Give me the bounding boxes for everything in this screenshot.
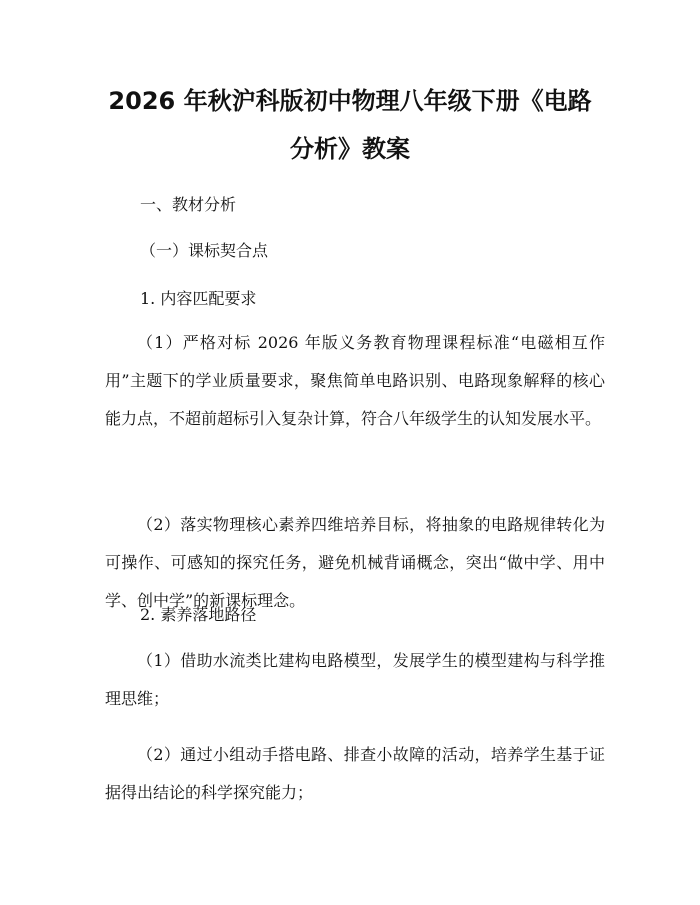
item-heading-1: 1. 内容匹配要求	[140, 289, 257, 308]
paragraph-1: （1）严格对标 2026 年版义务教育物理课程标准“电磁相互作用”主题下的学业质量要求，聚焦简单电路识别、电路现象解释的核心能力点，不超前超标引入复杂计算，符合八年级学生的认知发展水平。	[105, 333, 605, 428]
subsection-heading: （一）课标契合点	[140, 241, 269, 260]
document-title-line-2: 分析》教案	[290, 135, 410, 163]
item-heading-2: 2. 素养落地路径	[140, 605, 257, 624]
paragraph-4: （2）通过小组动手搭电路、排查小故障的活动，培养学生基于证据得出结论的科学探究能力；	[105, 745, 605, 802]
section-heading: 一、教材分析	[140, 195, 237, 214]
paragraph-3: （1）借助水流类比建构电路模型，发展学生的模型建构与科学推理思维；	[105, 651, 605, 708]
document-title-line-1: 2026 年秋沪科版初中物理八年级下册《电路	[108, 87, 592, 115]
paragraph-2: （2）落实物理核心素养四维培养目标，将抽象的电路规律转化为可操作、可感知的探究任务，避免机械背诵概念，突出“做中学、用中学、创中学”的新课标理念。	[105, 515, 605, 610]
